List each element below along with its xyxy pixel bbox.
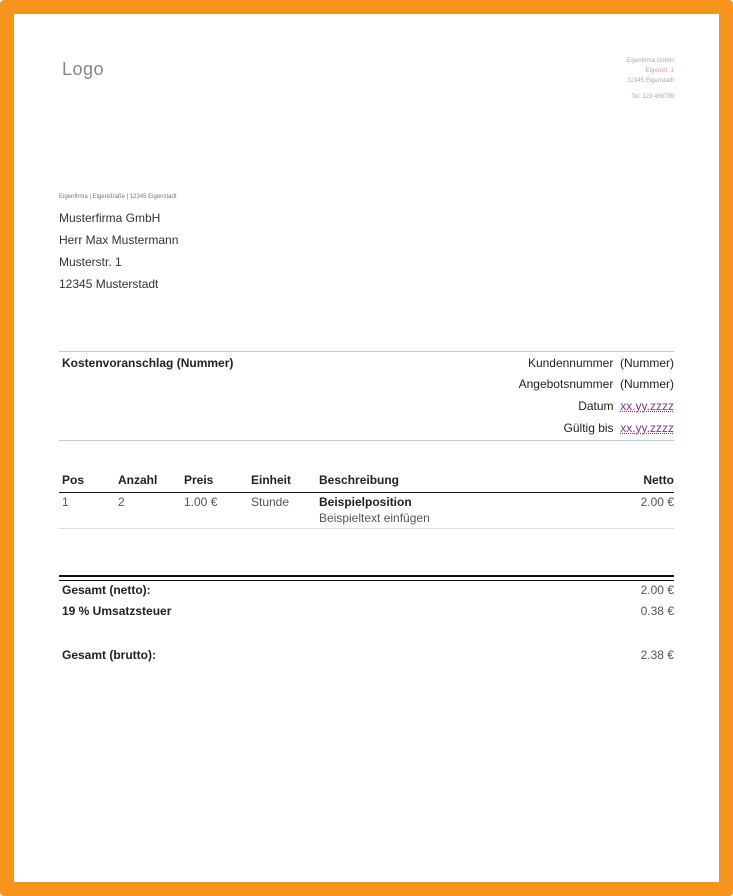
cell-qty: 2 bbox=[118, 495, 125, 509]
tax-value: 0.38 € bbox=[640, 604, 674, 618]
sender-block-line: Eigenstr. 1 bbox=[645, 68, 674, 74]
meta-value: xx.yy.zzzz bbox=[620, 421, 674, 435]
meta-label: Gültig bis bbox=[563, 421, 614, 435]
col-header-price: Preis bbox=[184, 473, 214, 487]
totals-rule-bottom bbox=[59, 580, 674, 581]
total-gross-label: Gesamt (brutto): bbox=[62, 648, 156, 662]
sender-block-line: 12345 Eigenstadt bbox=[627, 78, 674, 84]
divider bbox=[59, 440, 674, 441]
sender-block-line: Eigenfirma GmbH bbox=[626, 58, 674, 64]
meta-value: (Nummer) bbox=[620, 356, 674, 370]
sender-return-line: Eigenfirma | Eigenstraße | 12345 Eigenstadt bbox=[59, 194, 177, 200]
total-net-label: Gesamt (netto): bbox=[62, 583, 151, 597]
col-header-unit: Einheit bbox=[251, 473, 292, 487]
cell-item-title: Beispielposition bbox=[319, 495, 412, 509]
sender-block bbox=[626, 56, 674, 102]
meta-customer-number bbox=[528, 356, 674, 370]
cell-pos: 1 bbox=[62, 495, 69, 509]
recipient-company: Musterfirma GmbH bbox=[59, 211, 161, 225]
cell-price: 1.00 € bbox=[184, 495, 218, 509]
total-gross-value: 2.38 € bbox=[640, 648, 674, 662]
meta-offer-number bbox=[519, 377, 674, 391]
total-net-value: 2.00 € bbox=[640, 583, 674, 597]
meta-valid-until bbox=[564, 421, 674, 435]
recipient-name: Herr Max Mustermann bbox=[59, 233, 179, 247]
col-header-net: Netto bbox=[643, 473, 674, 487]
meta-label: Kundennummer bbox=[527, 356, 614, 370]
recipient-city: 12345 Musterstadt bbox=[59, 277, 159, 291]
col-header-qty: Anzahl bbox=[118, 473, 158, 487]
totals-rule-top bbox=[59, 575, 674, 577]
table-header-rule bbox=[59, 492, 674, 493]
tax-label: 19 % Umsatzsteuer bbox=[62, 604, 172, 618]
meta-label: Datum bbox=[578, 399, 614, 413]
cell-net: 2.00 € bbox=[640, 495, 674, 509]
meta-value: xx.yy.zzzz bbox=[620, 399, 674, 413]
cell-item-text: Beispieltext einfügen bbox=[319, 511, 430, 525]
meta-value: (Nummer) bbox=[620, 377, 674, 391]
col-header-pos: Pos bbox=[62, 473, 85, 487]
document-title: Kostenvoranschlag (Nummer) bbox=[62, 356, 234, 370]
divider bbox=[59, 528, 674, 529]
logo: Logo bbox=[62, 59, 105, 79]
meta-label: Angebotsnummer bbox=[518, 377, 614, 391]
col-header-description: Beschreibung bbox=[319, 473, 400, 487]
document-page bbox=[14, 14, 719, 882]
divider bbox=[59, 351, 674, 352]
recipient-street: Musterstr. 1 bbox=[59, 255, 122, 269]
sender-block-line: Tel. 123 456789 bbox=[631, 94, 674, 100]
meta-date bbox=[578, 399, 674, 413]
cell-unit: Stunde bbox=[251, 495, 290, 509]
